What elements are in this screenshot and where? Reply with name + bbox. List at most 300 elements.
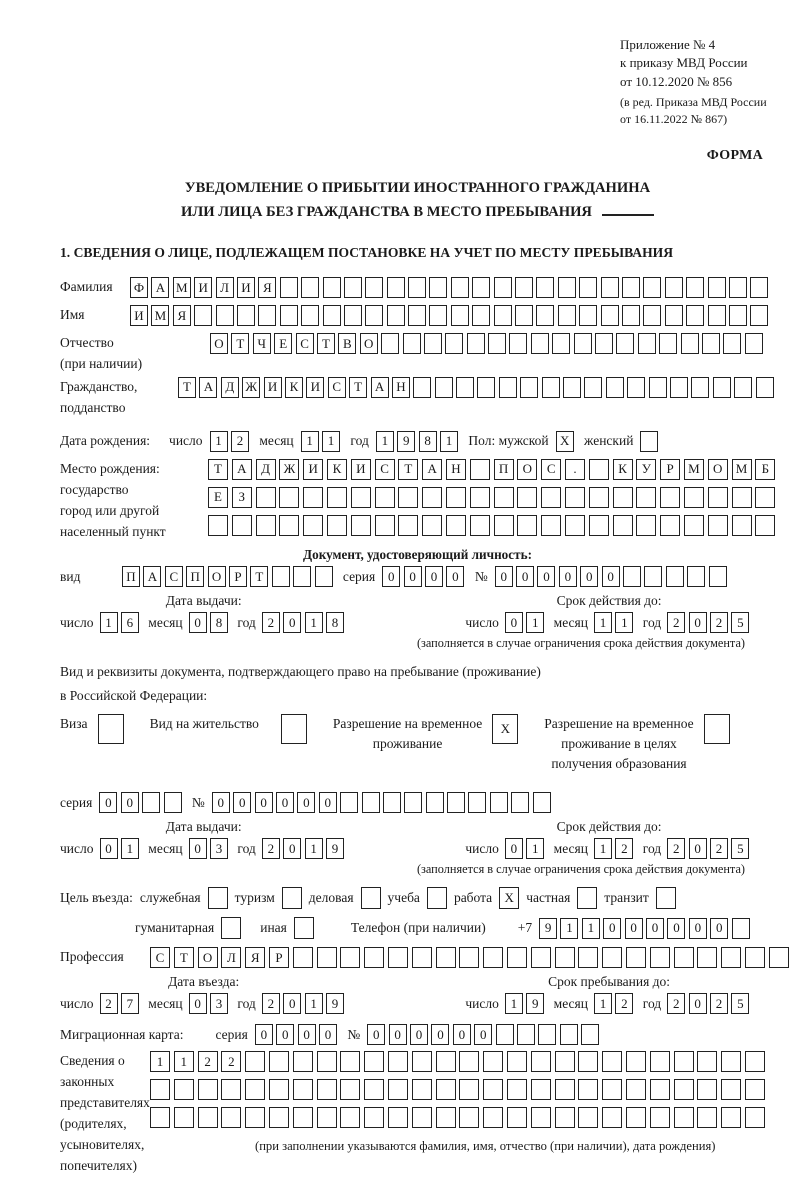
given-name-char-cell[interactable] xyxy=(408,305,426,326)
profession-char-cell[interactable] xyxy=(769,947,789,968)
representatives-char-cell[interactable] xyxy=(221,1107,241,1128)
identity-valid-year-cell[interactable]: 5 xyxy=(731,612,749,633)
given-name-char-cell[interactable] xyxy=(729,305,747,326)
representatives-char-cell[interactable] xyxy=(602,1107,622,1128)
birth-place-char-cell[interactable]: З xyxy=(232,487,252,508)
mc-number-cell[interactable]: 0 xyxy=(410,1024,428,1045)
representatives-char-cell[interactable] xyxy=(364,1051,384,1072)
residence-number-cell[interactable]: 0 xyxy=(233,792,251,813)
citizenship-char-cell[interactable] xyxy=(756,377,774,398)
identity-kind-char-cell[interactable]: Р xyxy=(229,566,247,587)
birth-place-char-cell[interactable]: И xyxy=(351,459,371,480)
representatives-char-cell[interactable] xyxy=(198,1107,218,1128)
residence-number-cell[interactable] xyxy=(447,792,465,813)
birth-place-char-cell[interactable] xyxy=(327,487,347,508)
birth-place-char-cell[interactable] xyxy=(684,515,704,536)
given-name-char-cell[interactable] xyxy=(258,305,276,326)
representatives-char-cell[interactable] xyxy=(578,1079,598,1100)
checkbox-purpose-work[interactable]: X xyxy=(499,887,519,909)
surname-char-cell[interactable] xyxy=(643,277,661,298)
identity-kind-char-cell[interactable]: А xyxy=(143,566,161,587)
stay-day-cell[interactable]: 1 xyxy=(505,993,523,1014)
identity-number-cell[interactable]: 0 xyxy=(559,566,577,587)
residence-valid-day-cell[interactable]: 1 xyxy=(526,838,544,859)
given-name-char-cell[interactable] xyxy=(622,305,640,326)
given-name-char-cell[interactable] xyxy=(665,305,683,326)
residence-number-cell[interactable] xyxy=(468,792,486,813)
given-name-char-cell[interactable] xyxy=(579,305,597,326)
representatives-char-cell[interactable] xyxy=(150,1079,170,1100)
profession-char-cell[interactable]: Т xyxy=(174,947,194,968)
representatives-char-cell[interactable] xyxy=(245,1107,265,1128)
surname-char-cell[interactable] xyxy=(323,277,341,298)
patronymic-char-cell[interactable]: О xyxy=(360,333,378,354)
citizenship-char-cell[interactable]: Н xyxy=(392,377,410,398)
given-name-char-cell[interactable] xyxy=(194,305,212,326)
phone-digit-cell[interactable]: 0 xyxy=(625,918,643,939)
representatives-char-cell[interactable] xyxy=(483,1051,503,1072)
birth-month-cell[interactable]: 1 xyxy=(301,431,319,452)
representatives-char-cell[interactable] xyxy=(269,1051,289,1072)
identity-number-cell[interactable]: 0 xyxy=(580,566,598,587)
phone-digit-cell[interactable] xyxy=(732,918,750,939)
representatives-char-cell[interactable] xyxy=(650,1079,670,1100)
representatives-char-cell[interactable] xyxy=(459,1107,479,1128)
surname-char-cell[interactable] xyxy=(686,277,704,298)
profession-char-cell[interactable]: Л xyxy=(221,947,241,968)
representatives-char-cell[interactable] xyxy=(340,1107,360,1128)
birth-year-cell[interactable]: 1 xyxy=(440,431,458,452)
birth-place-char-cell[interactable] xyxy=(422,515,442,536)
representatives-char-cell[interactable] xyxy=(412,1079,432,1100)
surname-char-cell[interactable] xyxy=(365,277,383,298)
patronymic-char-cell[interactable]: В xyxy=(338,333,356,354)
citizenship-char-cell[interactable]: И xyxy=(264,377,282,398)
citizenship-char-cell[interactable] xyxy=(413,377,431,398)
given-name-char-cell[interactable] xyxy=(750,305,768,326)
birth-place-char-cell[interactable] xyxy=(565,487,585,508)
identity-number-cell[interactable]: 0 xyxy=(537,566,555,587)
surname-char-cell[interactable] xyxy=(558,277,576,298)
birth-place-char-cell[interactable]: Б xyxy=(755,459,775,480)
representatives-char-cell[interactable] xyxy=(483,1107,503,1128)
residence-series-cell[interactable] xyxy=(142,792,160,813)
birth-place-char-cell[interactable] xyxy=(279,515,299,536)
identity-issue-year-cell[interactable]: 8 xyxy=(326,612,344,633)
identity-valid-year-cell[interactable]: 0 xyxy=(689,612,707,633)
profession-char-cell[interactable] xyxy=(412,947,432,968)
birth-place-char-cell[interactable] xyxy=(256,515,276,536)
representatives-char-cell[interactable] xyxy=(459,1051,479,1072)
stay-year-cell[interactable]: 2 xyxy=(667,993,685,1014)
mc-number-cell[interactable]: 0 xyxy=(453,1024,471,1045)
checkbox-purpose-study[interactable] xyxy=(427,887,447,909)
surname-char-cell[interactable]: М xyxy=(173,277,191,298)
patronymic-char-cell[interactable] xyxy=(531,333,549,354)
patronymic-char-cell[interactable]: О xyxy=(210,333,228,354)
surname-char-cell[interactable] xyxy=(387,277,405,298)
representatives-char-cell[interactable] xyxy=(340,1079,360,1100)
given-name-char-cell[interactable] xyxy=(536,305,554,326)
residence-issue-day-cell[interactable]: 1 xyxy=(121,838,139,859)
representatives-char-cell[interactable] xyxy=(531,1051,551,1072)
identity-issue-month-cell[interactable]: 0 xyxy=(189,612,207,633)
birth-place-char-cell[interactable]: Р xyxy=(660,459,680,480)
citizenship-char-cell[interactable] xyxy=(477,377,495,398)
birth-place-char-cell[interactable]: С xyxy=(541,459,561,480)
profession-char-cell[interactable] xyxy=(459,947,479,968)
representatives-char-cell[interactable]: 1 xyxy=(150,1051,170,1072)
birth-place-char-cell[interactable]: Т xyxy=(398,459,418,480)
given-name-char-cell[interactable] xyxy=(708,305,726,326)
representatives-char-cell[interactable]: 1 xyxy=(174,1051,194,1072)
surname-char-cell[interactable] xyxy=(708,277,726,298)
patronymic-char-cell[interactable] xyxy=(681,333,699,354)
citizenship-char-cell[interactable]: А xyxy=(199,377,217,398)
identity-valid-day-cell[interactable]: 1 xyxy=(526,612,544,633)
checkbox-visa[interactable] xyxy=(98,714,124,744)
identity-issue-month-cell[interactable]: 8 xyxy=(210,612,228,633)
patronymic-char-cell[interactable] xyxy=(616,333,634,354)
birth-place-char-cell[interactable] xyxy=(684,487,704,508)
given-name-char-cell[interactable] xyxy=(344,305,362,326)
checkbox-purpose-transit[interactable] xyxy=(656,887,676,909)
residence-number-cell[interactable]: 0 xyxy=(276,792,294,813)
given-name-char-cell[interactable] xyxy=(301,305,319,326)
mc-number-cell[interactable]: 0 xyxy=(367,1024,385,1045)
profession-char-cell[interactable] xyxy=(531,947,551,968)
representatives-char-cell[interactable] xyxy=(745,1051,765,1072)
residence-valid-month-cell[interactable]: 1 xyxy=(594,838,612,859)
stay-month-cell[interactable]: 2 xyxy=(615,993,633,1014)
checkbox-purpose-humanitarian[interactable] xyxy=(221,917,241,939)
mc-number-cell[interactable]: 0 xyxy=(389,1024,407,1045)
residence-issue-year-cell[interactable]: 0 xyxy=(283,838,301,859)
checkbox-purpose-tourism[interactable] xyxy=(282,887,302,909)
birth-place-char-cell[interactable] xyxy=(351,487,371,508)
patronymic-char-cell[interactable]: С xyxy=(296,333,314,354)
surname-char-cell[interactable] xyxy=(750,277,768,298)
citizenship-char-cell[interactable] xyxy=(713,377,731,398)
citizenship-char-cell[interactable] xyxy=(606,377,624,398)
residence-number-cell[interactable] xyxy=(340,792,358,813)
profession-char-cell[interactable] xyxy=(578,947,598,968)
identity-kind-char-cell[interactable]: О xyxy=(208,566,226,587)
phone-digit-cell[interactable]: 9 xyxy=(539,918,557,939)
representatives-char-cell[interactable] xyxy=(174,1107,194,1128)
birth-day-cell[interactable]: 1 xyxy=(210,431,228,452)
representatives-char-cell[interactable] xyxy=(459,1079,479,1100)
residence-number-cell[interactable] xyxy=(404,792,422,813)
patronymic-char-cell[interactable] xyxy=(638,333,656,354)
identity-number-cell[interactable] xyxy=(687,566,705,587)
birth-place-char-cell[interactable] xyxy=(470,487,490,508)
identity-kind-char-cell[interactable] xyxy=(293,566,311,587)
surname-char-cell[interactable] xyxy=(494,277,512,298)
residence-number-cell[interactable] xyxy=(383,792,401,813)
identity-issue-year-cell[interactable]: 0 xyxy=(283,612,301,633)
birth-place-char-cell[interactable] xyxy=(589,515,609,536)
patronymic-char-cell[interactable] xyxy=(552,333,570,354)
checkbox-sex-female[interactable] xyxy=(640,431,658,452)
birth-place-char-cell[interactable]: Ж xyxy=(279,459,299,480)
identity-kind-char-cell[interactable]: П xyxy=(122,566,140,587)
mc-number-cell[interactable]: 0 xyxy=(431,1024,449,1045)
birth-place-char-cell[interactable] xyxy=(446,487,466,508)
birth-year-cell[interactable]: 9 xyxy=(397,431,415,452)
representatives-char-cell[interactable] xyxy=(245,1079,265,1100)
residence-issue-day-cell[interactable]: 0 xyxy=(100,838,118,859)
stay-year-cell[interactable]: 0 xyxy=(689,993,707,1014)
checkbox-temp-residence-edu[interactable] xyxy=(704,714,730,744)
representatives-char-cell[interactable]: 2 xyxy=(198,1051,218,1072)
representatives-char-cell[interactable] xyxy=(555,1051,575,1072)
identity-series-cell[interactable]: 0 xyxy=(382,566,400,587)
residence-number-cell[interactable] xyxy=(362,792,380,813)
residence-valid-year-cell[interactable]: 2 xyxy=(667,838,685,859)
representatives-char-cell[interactable] xyxy=(697,1079,717,1100)
birth-place-char-cell[interactable] xyxy=(327,515,347,536)
representatives-char-cell[interactable] xyxy=(650,1051,670,1072)
entry-year-cell[interactable]: 2 xyxy=(262,993,280,1014)
representatives-char-cell[interactable] xyxy=(626,1107,646,1128)
surname-char-cell[interactable] xyxy=(579,277,597,298)
residence-series-cell[interactable]: 0 xyxy=(121,792,139,813)
citizenship-char-cell[interactable] xyxy=(670,377,688,398)
citizenship-char-cell[interactable] xyxy=(499,377,517,398)
patronymic-char-cell[interactable] xyxy=(745,333,763,354)
given-name-char-cell[interactable] xyxy=(472,305,490,326)
profession-char-cell[interactable] xyxy=(721,947,741,968)
surname-char-cell[interactable]: Я xyxy=(258,277,276,298)
birth-place-char-cell[interactable] xyxy=(708,487,728,508)
birth-place-char-cell[interactable] xyxy=(303,487,323,508)
birth-place-char-cell[interactable] xyxy=(470,459,490,480)
citizenship-char-cell[interactable]: И xyxy=(306,377,324,398)
patronymic-char-cell[interactable] xyxy=(381,333,399,354)
identity-number-cell[interactable]: 0 xyxy=(602,566,620,587)
birth-place-char-cell[interactable]: Т xyxy=(208,459,228,480)
patronymic-char-cell[interactable]: Т xyxy=(231,333,249,354)
surname-char-cell[interactable] xyxy=(301,277,319,298)
birth-place-char-cell[interactable] xyxy=(375,487,395,508)
patronymic-char-cell[interactable] xyxy=(595,333,613,354)
birth-place-char-cell[interactable] xyxy=(660,487,680,508)
representatives-char-cell[interactable] xyxy=(269,1079,289,1100)
citizenship-char-cell[interactable]: К xyxy=(285,377,303,398)
residence-issue-year-cell[interactable]: 9 xyxy=(326,838,344,859)
birth-place-char-cell[interactable] xyxy=(732,487,752,508)
given-name-char-cell[interactable] xyxy=(515,305,533,326)
representatives-char-cell[interactable] xyxy=(745,1107,765,1128)
representatives-char-cell[interactable] xyxy=(626,1079,646,1100)
entry-year-cell[interactable]: 0 xyxy=(283,993,301,1014)
representatives-char-cell[interactable] xyxy=(626,1051,646,1072)
identity-series-cell[interactable]: 0 xyxy=(425,566,443,587)
mc-number-cell[interactable] xyxy=(581,1024,599,1045)
phone-digit-cell[interactable]: 0 xyxy=(667,918,685,939)
representatives-char-cell[interactable] xyxy=(602,1051,622,1072)
representatives-char-cell[interactable] xyxy=(388,1107,408,1128)
surname-char-cell[interactable] xyxy=(344,277,362,298)
given-name-char-cell[interactable] xyxy=(216,305,234,326)
identity-series-cell[interactable]: 0 xyxy=(446,566,464,587)
birth-day-cell[interactable]: 2 xyxy=(231,431,249,452)
mc-series-cell[interactable]: 0 xyxy=(319,1024,337,1045)
patronymic-char-cell[interactable]: Е xyxy=(274,333,292,354)
representatives-char-cell[interactable] xyxy=(650,1107,670,1128)
patronymic-char-cell[interactable] xyxy=(467,333,485,354)
residence-number-cell[interactable] xyxy=(490,792,508,813)
profession-char-cell[interactable] xyxy=(507,947,527,968)
given-name-char-cell[interactable] xyxy=(558,305,576,326)
birth-place-char-cell[interactable]: А xyxy=(422,459,442,480)
birth-place-char-cell[interactable] xyxy=(351,515,371,536)
patronymic-char-cell[interactable] xyxy=(445,333,463,354)
citizenship-char-cell[interactable] xyxy=(435,377,453,398)
identity-series-cell[interactable]: 0 xyxy=(404,566,422,587)
surname-char-cell[interactable] xyxy=(665,277,683,298)
residence-number-cell[interactable] xyxy=(533,792,551,813)
birth-place-char-cell[interactable] xyxy=(256,487,276,508)
surname-char-cell[interactable] xyxy=(472,277,490,298)
birth-place-char-cell[interactable] xyxy=(541,515,561,536)
residence-number-cell[interactable]: 0 xyxy=(297,792,315,813)
birth-place-char-cell[interactable] xyxy=(446,515,466,536)
birth-place-char-cell[interactable] xyxy=(494,487,514,508)
surname-char-cell[interactable] xyxy=(408,277,426,298)
representatives-char-cell[interactable] xyxy=(198,1079,218,1100)
profession-char-cell[interactable] xyxy=(364,947,384,968)
given-name-char-cell[interactable]: М xyxy=(151,305,169,326)
entry-month-cell[interactable]: 3 xyxy=(210,993,228,1014)
representatives-char-cell[interactable] xyxy=(317,1051,337,1072)
phone-digit-cell[interactable]: 0 xyxy=(603,918,621,939)
citizenship-char-cell[interactable] xyxy=(456,377,474,398)
birth-place-char-cell[interactable] xyxy=(565,515,585,536)
citizenship-char-cell[interactable] xyxy=(691,377,709,398)
birth-year-cell[interactable]: 1 xyxy=(376,431,394,452)
birth-place-char-cell[interactable] xyxy=(613,487,633,508)
representatives-char-cell[interactable] xyxy=(436,1079,456,1100)
profession-char-cell[interactable] xyxy=(555,947,575,968)
profession-char-cell[interactable] xyxy=(436,947,456,968)
birth-place-char-cell[interactable] xyxy=(375,515,395,536)
residence-series-cell[interactable] xyxy=(164,792,182,813)
representatives-char-cell[interactable]: 2 xyxy=(221,1051,241,1072)
birth-month-cell[interactable]: 1 xyxy=(322,431,340,452)
given-name-char-cell[interactable] xyxy=(365,305,383,326)
phone-digit-cell[interactable]: 0 xyxy=(689,918,707,939)
representatives-char-cell[interactable] xyxy=(578,1107,598,1128)
birth-place-char-cell[interactable] xyxy=(755,515,775,536)
residence-number-cell[interactable]: 0 xyxy=(319,792,337,813)
representatives-char-cell[interactable] xyxy=(507,1079,527,1100)
birth-place-char-cell[interactable] xyxy=(398,487,418,508)
profession-char-cell[interactable] xyxy=(388,947,408,968)
entry-month-cell[interactable]: 0 xyxy=(189,993,207,1014)
identity-valid-month-cell[interactable]: 1 xyxy=(594,612,612,633)
residence-issue-month-cell[interactable]: 0 xyxy=(189,838,207,859)
birth-place-char-cell[interactable] xyxy=(589,487,609,508)
residence-series-cell[interactable]: 0 xyxy=(99,792,117,813)
representatives-char-cell[interactable] xyxy=(174,1079,194,1100)
identity-number-cell[interactable] xyxy=(709,566,727,587)
patronymic-char-cell[interactable] xyxy=(488,333,506,354)
birth-place-char-cell[interactable] xyxy=(232,515,252,536)
representatives-char-cell[interactable] xyxy=(674,1107,694,1128)
citizenship-char-cell[interactable]: Т xyxy=(349,377,367,398)
stay-year-cell[interactable]: 2 xyxy=(710,993,728,1014)
mc-number-cell[interactable] xyxy=(560,1024,578,1045)
representatives-char-cell[interactable] xyxy=(674,1079,694,1100)
representatives-char-cell[interactable] xyxy=(317,1107,337,1128)
given-name-char-cell[interactable] xyxy=(323,305,341,326)
given-name-char-cell[interactable] xyxy=(387,305,405,326)
birth-place-char-cell[interactable]: К xyxy=(613,459,633,480)
residence-issue-year-cell[interactable]: 2 xyxy=(262,838,280,859)
birth-year-cell[interactable]: 8 xyxy=(419,431,437,452)
given-name-char-cell[interactable] xyxy=(280,305,298,326)
citizenship-char-cell[interactable] xyxy=(734,377,752,398)
birth-place-char-cell[interactable]: Д xyxy=(256,459,276,480)
profession-char-cell[interactable] xyxy=(340,947,360,968)
identity-number-cell[interactable] xyxy=(644,566,662,587)
residence-valid-month-cell[interactable]: 2 xyxy=(615,838,633,859)
representatives-char-cell[interactable] xyxy=(388,1051,408,1072)
profession-char-cell[interactable] xyxy=(674,947,694,968)
identity-issue-year-cell[interactable]: 2 xyxy=(262,612,280,633)
representatives-char-cell[interactable] xyxy=(721,1107,741,1128)
profession-char-cell[interactable] xyxy=(650,947,670,968)
representatives-char-cell[interactable] xyxy=(293,1079,313,1100)
profession-char-cell[interactable] xyxy=(745,947,765,968)
representatives-char-cell[interactable] xyxy=(317,1079,337,1100)
identity-kind-char-cell[interactable] xyxy=(272,566,290,587)
citizenship-char-cell[interactable] xyxy=(649,377,667,398)
checkbox-residence-permit[interactable] xyxy=(281,714,307,744)
entry-year-cell[interactable]: 1 xyxy=(305,993,323,1014)
birth-place-char-cell[interactable] xyxy=(589,459,609,480)
representatives-char-cell[interactable] xyxy=(483,1079,503,1100)
representatives-char-cell[interactable] xyxy=(745,1079,765,1100)
residence-valid-day-cell[interactable]: 0 xyxy=(505,838,523,859)
birth-place-char-cell[interactable] xyxy=(517,487,537,508)
checkbox-temp-residence[interactable]: X xyxy=(492,714,518,744)
representatives-char-cell[interactable] xyxy=(412,1107,432,1128)
representatives-char-cell[interactable] xyxy=(531,1079,551,1100)
birth-place-char-cell[interactable]: А xyxy=(232,459,252,480)
given-name-char-cell[interactable] xyxy=(643,305,661,326)
surname-char-cell[interactable] xyxy=(729,277,747,298)
birth-place-char-cell[interactable] xyxy=(636,487,656,508)
representatives-char-cell[interactable] xyxy=(269,1107,289,1128)
mc-number-cell[interactable] xyxy=(538,1024,556,1045)
given-name-char-cell[interactable]: Я xyxy=(173,305,191,326)
residence-number-cell[interactable]: 0 xyxy=(212,792,230,813)
entry-day-cell[interactable]: 7 xyxy=(121,993,139,1014)
patronymic-char-cell[interactable] xyxy=(403,333,421,354)
representatives-char-cell[interactable] xyxy=(150,1107,170,1128)
citizenship-char-cell[interactable] xyxy=(563,377,581,398)
mc-series-cell[interactable]: 0 xyxy=(276,1024,294,1045)
representatives-char-cell[interactable] xyxy=(436,1051,456,1072)
surname-char-cell[interactable]: И xyxy=(194,277,212,298)
birth-place-char-cell[interactable] xyxy=(660,515,680,536)
surname-char-cell[interactable]: Л xyxy=(216,277,234,298)
profession-char-cell[interactable] xyxy=(317,947,337,968)
phone-digit-cell[interactable]: 0 xyxy=(646,918,664,939)
